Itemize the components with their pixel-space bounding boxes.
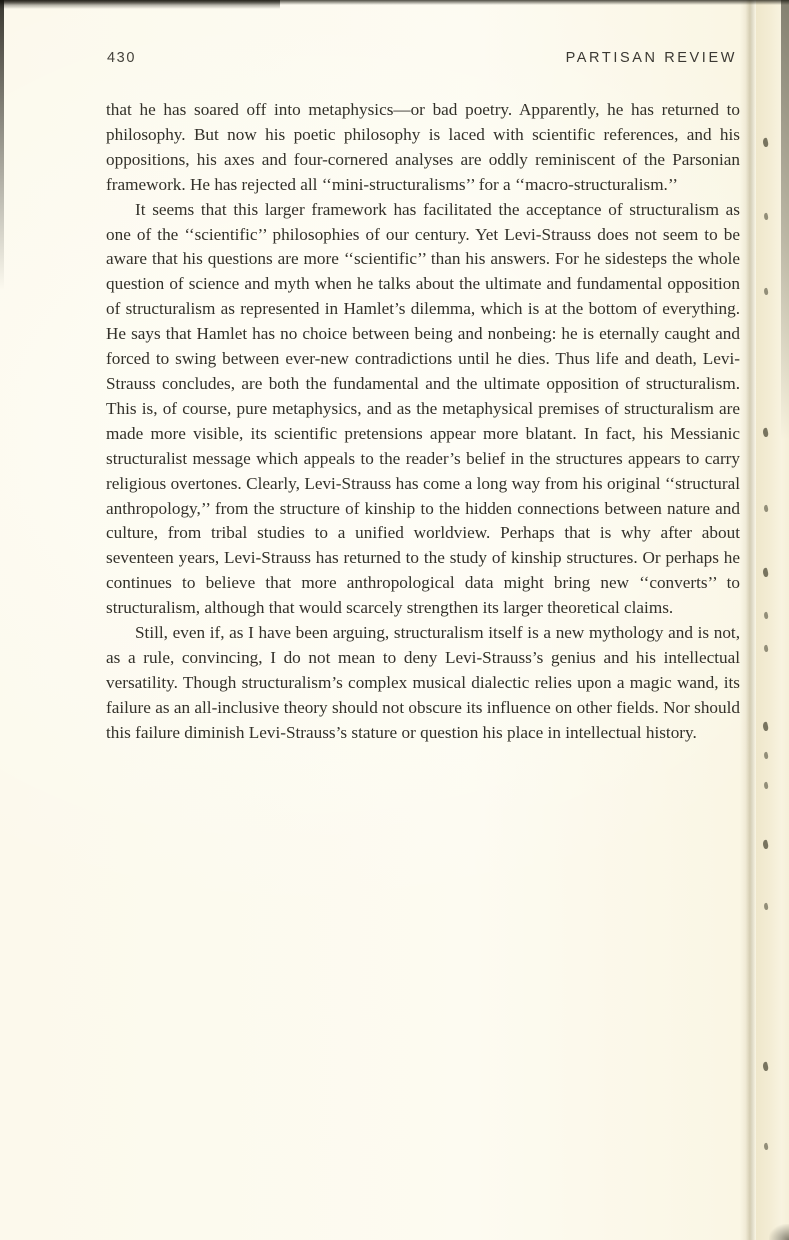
running-head [107,50,737,66]
scan-corner-bottom-right [769,1224,789,1240]
article-text-block [106,98,740,746]
scan-edge-left [0,0,4,290]
page-fold-shadow [740,0,756,1240]
paragraph: Still, even if, as I have been arguing, structuralism itself is a new mythology and is not, as a rule, convincing, I do not mean to deny Levi-Strauss’s genius and his intellectual versatility. Though structuralism’s complex musical dialectic relies upon a magic wand, its failure as an all-inclusive theory should not obscure its influence on other fields. Nor should this failure diminish Levi-Strauss’s stature or question his place in intellectual history. [106,623,740,742]
paragraph: It seems that this larger framework has facilitated the acceptance of structuralism as one of the ‘‘scientific’’ philosophies of our century. Yet Levi-Strauss does not seem to be aware that his questions are more ‘‘scientific’’ than his answers. For he sidesteps the whole question of science and myth when he talks about the ultimate and fundamental opposition of structuralism as represented in Hamlet’s dilemma, which is at the bottom of everything. He says that Hamlet has no choice between being and nonbeing: he is eternally caught and forced to swing between ever-new contradictions until he dies. Thus life and death, Levi-Strauss concludes, are both the fundamental and the ultimate opposition of structuralism. This is, of course, pure metaphysics, and as the metaphysical premises of structuralism are made more visible, its scientific pretensions appear more blatant. In fact, his Messianic structuralist message which appeals to the reader’s belief in the structures appears to carry religious overtones. Clearly, Levi-Strauss has come a long way from his original ‘‘structural anthropology,’’ from the structure of kinship to the hidden connections between nature and culture, from tribal studies to a unified worldview. Perhaps that is why after about seventeen years, Levi-Strauss has returned to the study of kinship structures. Or perhaps he continues to believe that more anthropological data might bring new ‘‘converts’’ to structuralism, although that would scarcely strengthen its larger theoretical claims. [106,199,740,618]
scan-edge-top-left [0,0,280,9]
fore-edge-top-shadow [781,0,789,440]
page-number: 430 [107,50,136,66]
paragraph-continuation: that he has soared off into metaphysics—or bad poetry. Apparently, he has returned to philosophy. But now his poetic philosophy is laced with scientific references, and his oppositions, his axes and four-cornered analyses are oddly reminiscent of the Parsonian framework. He has rejected all ‘‘mini-structuralisms’’ for a ‘‘macro-structuralism.’’ [106,100,740,194]
journal-title: PARTISAN REVIEW [565,50,737,66]
